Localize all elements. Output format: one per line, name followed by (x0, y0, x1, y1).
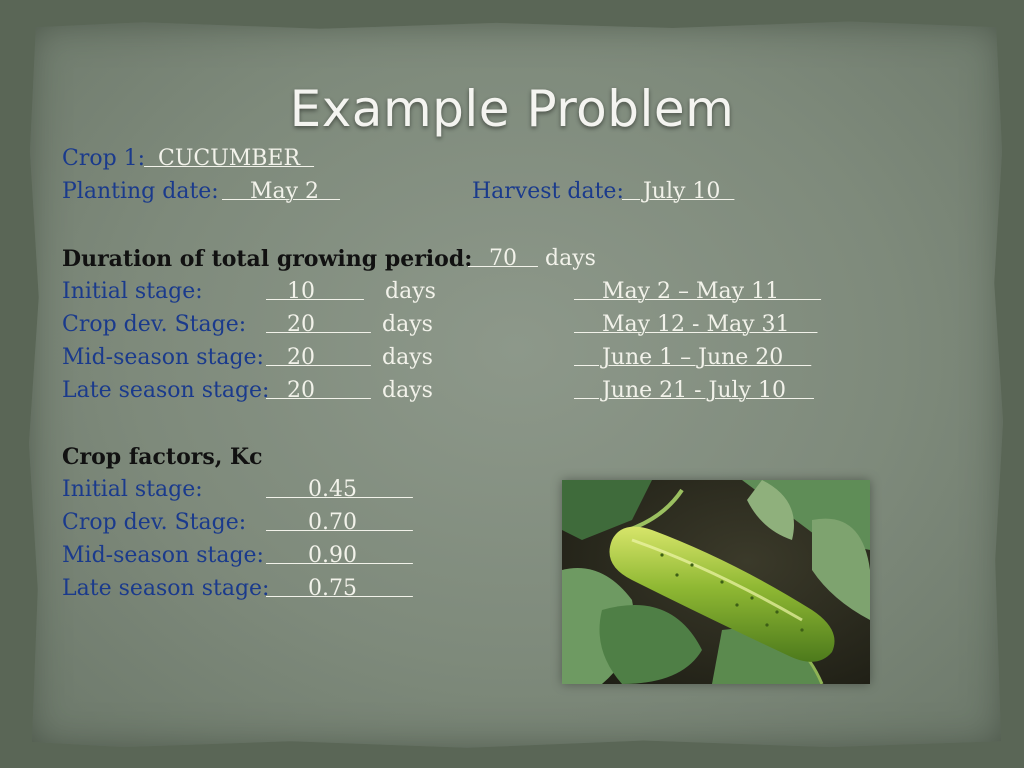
stage-days: 10 (266, 279, 364, 304)
duration-label: Duration of total growing period: (62, 246, 473, 272)
stage-label: Crop dev. Stage: (62, 312, 247, 337)
harvest-date-label: Harvest date: (472, 179, 624, 204)
cucumber-illustration (562, 480, 870, 684)
slide-title: Example Problem (289, 80, 735, 138)
duration-value: 70 (468, 246, 538, 271)
kc-label: Mid-season stage: (62, 543, 264, 568)
stage-label: Late season stage: (62, 378, 270, 403)
stage-unit: days (382, 378, 433, 403)
crop-label: Crop 1: (62, 146, 146, 171)
stage-unit: days (382, 312, 433, 337)
cucumber-photo (562, 480, 870, 684)
planting-date-label: Planting date: (62, 179, 219, 204)
stage-unit: days (378, 279, 436, 304)
kc-heading: Crop factors, Kc (62, 444, 263, 470)
stage-days: 20 (266, 312, 371, 337)
planting-date-value: May 2 (222, 179, 341, 204)
kc-value: 0.45 (266, 477, 413, 502)
crop-value: CUCUMBER (144, 146, 315, 171)
stage-days: 20 (266, 378, 371, 403)
kc-value: 0.75 (266, 576, 413, 601)
stage-unit: days (382, 345, 433, 370)
harvest-date-value: July 10 (622, 179, 735, 204)
stage-label: Initial stage: (62, 279, 203, 304)
kc-label: Crop dev. Stage: (62, 510, 247, 535)
stage-range: June 1 – June 20 (574, 345, 812, 370)
duration-unit: days (545, 246, 596, 271)
kc-value: 0.70 (266, 510, 413, 535)
stage-range: May 12 - May 31 (574, 312, 818, 337)
kc-label: Initial stage: (62, 477, 203, 502)
kc-label: Late season stage: (62, 576, 270, 601)
stage-label: Mid-season stage: (62, 345, 264, 370)
stage-days: 20 (266, 345, 371, 370)
stage-range: May 2 – May 11 (574, 279, 822, 304)
kc-value: 0.90 (266, 543, 413, 568)
stage-range: June 21 - July 10 (574, 378, 814, 403)
